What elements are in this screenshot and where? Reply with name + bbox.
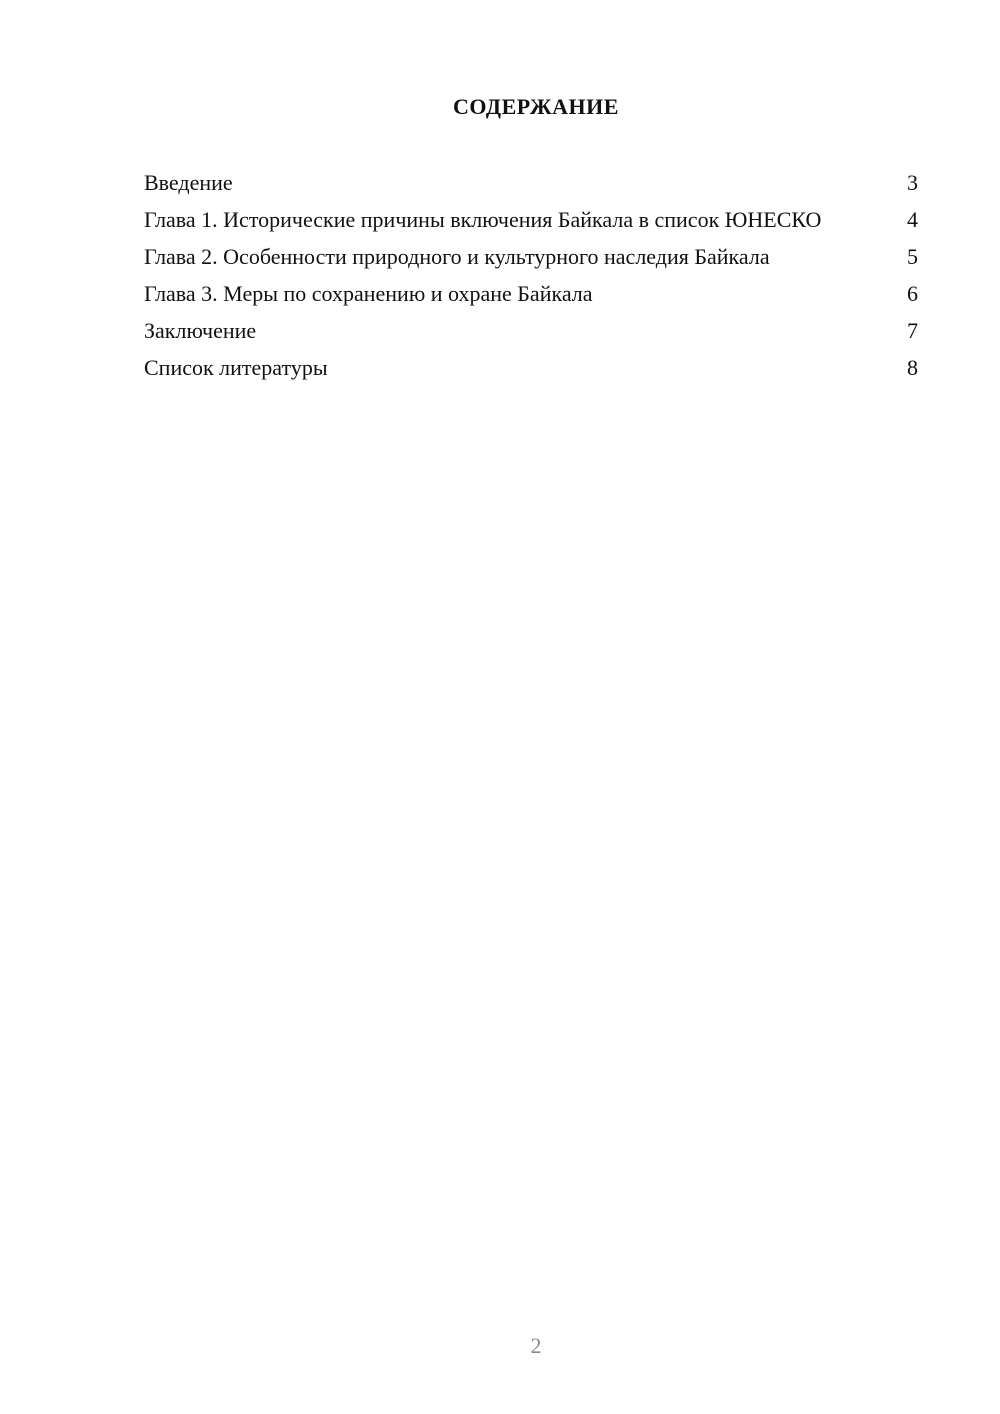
toc-entry-chapter-3 xyxy=(144,280,918,307)
toc-entry-bibliography xyxy=(144,354,918,381)
toc-entry-text: Заключение xyxy=(144,318,257,343)
toc-entry-chapter-2 xyxy=(144,243,918,270)
toc-entry-page: 8 xyxy=(907,355,918,380)
toc-entry-text: Глава 2. Особенности природного и культурного наследия Байкала xyxy=(144,244,770,269)
toc-entry-page: 3 xyxy=(907,170,918,195)
toc-entry-text: Введение xyxy=(144,170,233,195)
toc-entry-introduction xyxy=(144,169,918,196)
toc-title: СОДЕРЖАНИЕ xyxy=(453,94,619,119)
toc-entry-page: 7 xyxy=(907,318,918,343)
table-of-contents xyxy=(144,169,918,391)
toc-entry-text: Глава 3. Меры по сохранению и охране Байкала xyxy=(144,281,593,306)
toc-entry-text: Глава 1. Исторические причины включения Байкала в список ЮНЕСКО xyxy=(144,207,822,232)
toc-entry-page: 6 xyxy=(907,281,918,306)
toc-entry-page: 5 xyxy=(907,244,918,269)
toc-entry-page: 4 xyxy=(907,207,918,232)
page-number: 2 xyxy=(530,1333,542,1358)
toc-entry-chapter-1 xyxy=(144,206,918,233)
toc-entry-conclusion xyxy=(144,317,918,344)
toc-entry-text: Список литературы xyxy=(144,355,328,380)
